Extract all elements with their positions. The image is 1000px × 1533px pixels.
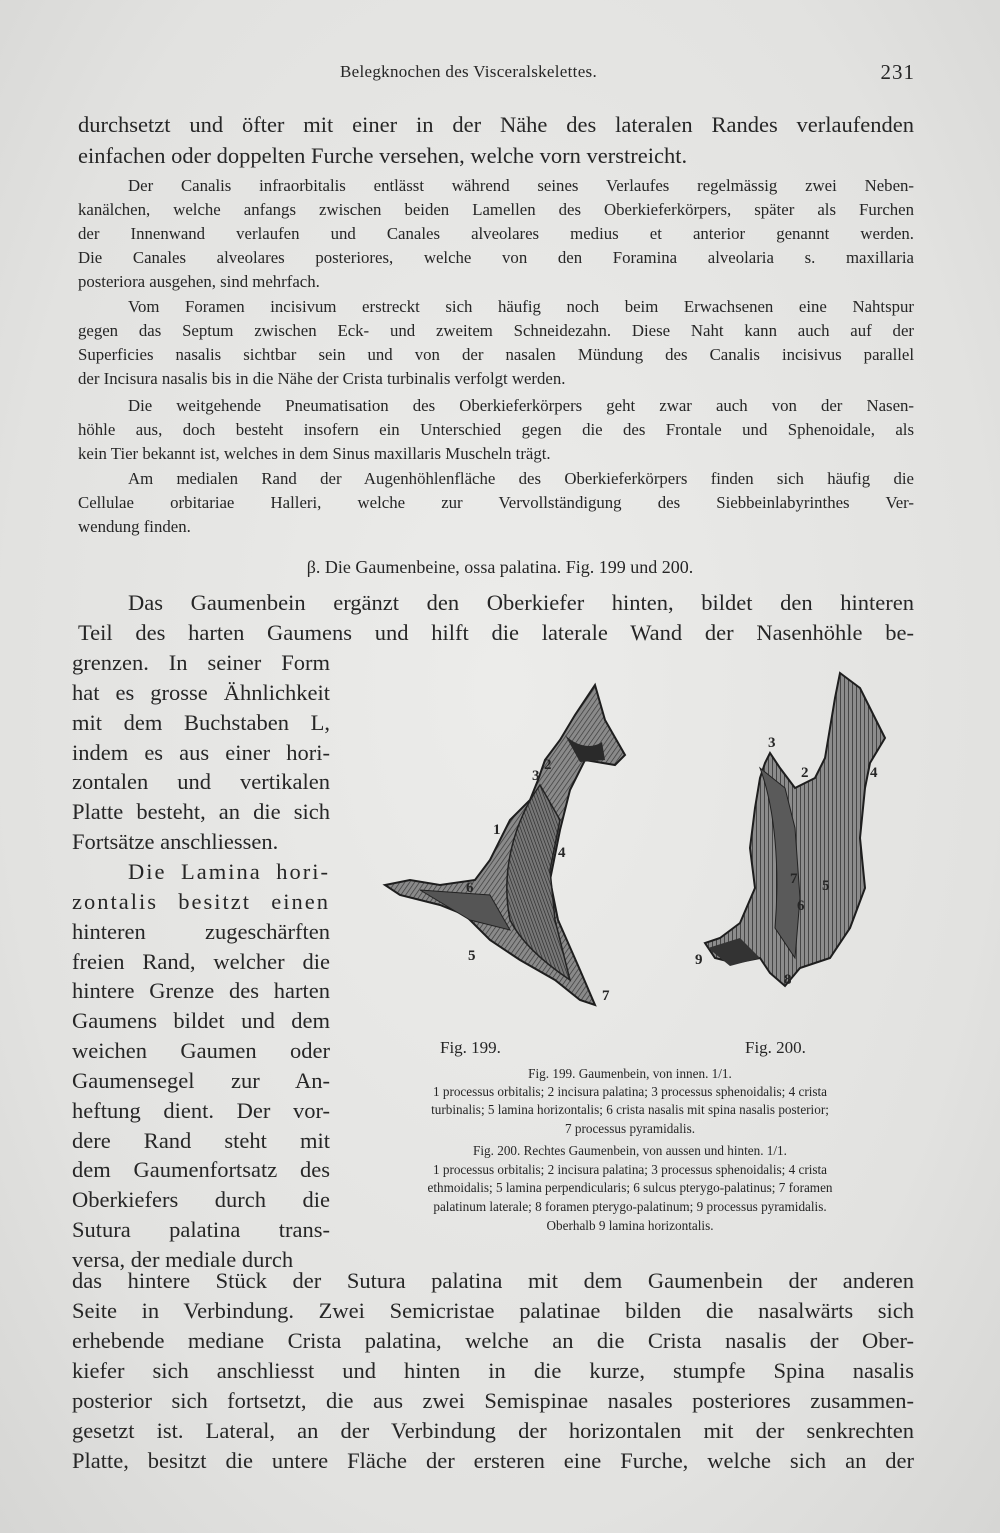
text-line: Die Lamina hori-: [128, 858, 330, 884]
text-line: grenzen. In seiner Form: [72, 650, 330, 675]
fig199-number: 2: [544, 757, 552, 773]
text-line: hat es grosse Ähnlichkeit: [72, 679, 330, 705]
text-line: gegen das Septum zwischen Eck- und zweitem Schneidezahn. Diese Naht kann auch auf der: [78, 321, 914, 340]
text-line: Am medialen Rand der Augenhöhlenfläche des Oberkieferkörpers finden sich häufig die: [128, 469, 914, 488]
text-line: Das Gaumenbein ergänzt den Oberkiefer hinten, bildet den hinteren: [128, 590, 914, 615]
fig200-number: 8: [784, 972, 792, 988]
text-line: Cellulae orbitariae Halleri, welche zur Vervollständigung des Siebbeinlabyrinthes Ver-: [78, 493, 914, 512]
text-line: kiefer sich anschliesst und hinten in die kurze, stumpfe Spina nasalis: [72, 1358, 914, 1383]
caption-line: 1 processus orbitalis; 2 incisura palatina; 3 processus sphenoidalis; 4 crista: [432, 1084, 828, 1099]
text-line: Vom Foramen incisivum erstreckt sich häufig noch beim Erwachsenen eine Nahtspur: [128, 297, 914, 316]
fig199-number: 7: [602, 988, 610, 1004]
text-line: dem Gaumenfortsatz des: [72, 1157, 330, 1183]
text-line: posterior sich fortsetzt, die aus zwei Semispinae nasales posteriores zusammen-: [72, 1388, 914, 1413]
text-line: kanälchen, welche anfangs zwischen beiden Lamellen des Oberkieferkörpers, später als Furchen: [78, 200, 914, 219]
text-line: der Incisura nasalis bis in die Nähe der Crista turbinalis verfolgt werden.: [78, 369, 566, 388]
text-line: Die Canales alveolares posteriores, welche von den Foramina alveolaria s. maxillaria: [78, 248, 914, 267]
fig199-label: Fig. 199.: [440, 1038, 501, 1057]
caption-line: palatinum laterale; 8 foramen pterygo-palatinum; 9 processus pyramidalis.: [433, 1199, 827, 1214]
text-line: Teil des harten Gaumens und hilft die laterale Wand der Nasenhöhle be-: [78, 620, 914, 645]
caption-line: ethmoidalis; 5 lamina perpendicularis; 6 sulcus pterygo-palatinus; 7 foramen: [427, 1180, 833, 1195]
fig199-number: 5: [468, 948, 476, 964]
text-line: weichen Gaumen oder: [72, 1038, 330, 1064]
text-line: Platte, besitzt die untere Fläche der ersteren eine Furche, welche sich an der: [72, 1448, 914, 1473]
caption-line: Fig. 199. Gaumenbein, von innen. 1/1.: [528, 1066, 732, 1081]
caption-line: 1 processus orbitalis; 2 incisura palatina; 3 processus sphenoidalis; 4 crista: [432, 1162, 828, 1177]
text-line: wendung finden.: [78, 517, 191, 536]
text-line: dere Rand steht mit: [72, 1127, 330, 1153]
text-line: das hintere Stück der Sutura palatina mit dem Gaumenbein der anderen: [72, 1268, 914, 1293]
text-line: mit dem Buchstaben L,: [72, 709, 330, 735]
text-line: hinteren zugeschärften: [72, 918, 330, 944]
page-header: [340, 62, 915, 90]
fig200-number: 6: [797, 898, 805, 914]
running-title: Belegknochen des Visceralskelettes.: [340, 62, 597, 81]
text-line: Sutura palatina trans-: [72, 1217, 330, 1243]
text-line: posteriora ausgehen, sind mehrfach.: [78, 272, 320, 291]
fig200-label: Fig. 200.: [745, 1038, 806, 1057]
text-line: Der Canalis infraorbitalis entlässt während seines Verlaufes regelmässig zwei Neben-: [128, 176, 914, 195]
fig200-number: 3: [768, 735, 776, 751]
text-line: Gaumensegel zur An-: [72, 1067, 330, 1093]
fig199-number: 4: [558, 845, 566, 861]
caption-line: Fig. 200. Rechtes Gaumenbein, von aussen und hinten. 1/1.: [473, 1143, 787, 1158]
figure-200-illustration: [700, 668, 900, 1008]
caption-line: turbinalis; 5 lamina horizontalis; 6 crista nasalis mit spina nasalis posterior;: [431, 1102, 829, 1117]
fig200-number: 9: [695, 952, 703, 968]
figure-199-illustration: [380, 680, 630, 1020]
text-line: Seite in Verbindung. Zwei Semicristae palatinae bilden die nasalwärts sich: [72, 1298, 914, 1323]
text-line: heftung dient. Der vor-: [72, 1097, 330, 1123]
text-line: Superficies nasalis sichtbar sein und von der nasalen Mündung des Canalis incisivus parallel: [78, 345, 914, 364]
fig200-number: 2: [801, 765, 809, 781]
text-line: gesetzt ist. Lateral, an der Verbindung der horizontalen mit der senkrechten: [72, 1418, 914, 1443]
text-line: Fortsätze anschliessen.: [72, 829, 279, 855]
text-line: indem es aus einer hori-: [72, 739, 330, 765]
text-line: Gaumens bildet und dem: [72, 1008, 330, 1034]
text-line: zontalis besitzt einen: [72, 888, 330, 914]
text-line: hintere Grenze des harten: [72, 978, 330, 1004]
text-line: kein Tier bekannt ist, welches in dem Sinus maxillaris Muscheln trägt.: [78, 444, 551, 463]
page-number: 231: [880, 60, 915, 84]
text-line: höhle aus, doch besteht insofern ein Unterschied gegen die des Frontale und Sphenoidale, als: [78, 420, 914, 439]
text-line: erhebende mediane Crista palatina, welche an die Crista nasalis der Ober-: [72, 1328, 914, 1353]
text-line: der Innenwand verlaufen und Canales alveolares medius et anterior genannt werden.: [78, 224, 914, 243]
fig199-number: 1: [493, 822, 501, 838]
caption-line: 7 processus pyramidalis.: [564, 1121, 696, 1136]
fig200-number: 5: [822, 878, 830, 894]
text-line: einfachen oder doppelten Furche versehen, welche vorn verstreicht.: [78, 143, 688, 168]
text-line: durchsetzt und öfter mit einer in der Nähe des lateralen Randes verlaufenden: [78, 112, 914, 137]
fig199-number: 3: [532, 768, 540, 784]
fig200-number: 4: [870, 765, 878, 781]
text-line: Oberkiefers durch die: [72, 1187, 330, 1213]
text-line: Die weitgehende Pneumatisation des Oberkieferkörpers geht zwar auch von der Nasen-: [128, 396, 914, 415]
caption-line: Oberhalb 9 lamina horizontalis.: [546, 1218, 714, 1233]
section-heading: β. Die Gaumenbeine, ossa palatina. Fig. 199 und 200.: [306, 557, 694, 577]
text-line: Platte besteht, an die sich: [72, 799, 330, 825]
text-line: freien Rand, welcher die: [72, 948, 330, 974]
fig199-number: 6: [466, 880, 474, 896]
fig200-number: 7: [790, 871, 798, 887]
text-line: versa, der mediale durch: [72, 1247, 294, 1272]
text-line: zontalen und vertikalen: [72, 769, 330, 795]
